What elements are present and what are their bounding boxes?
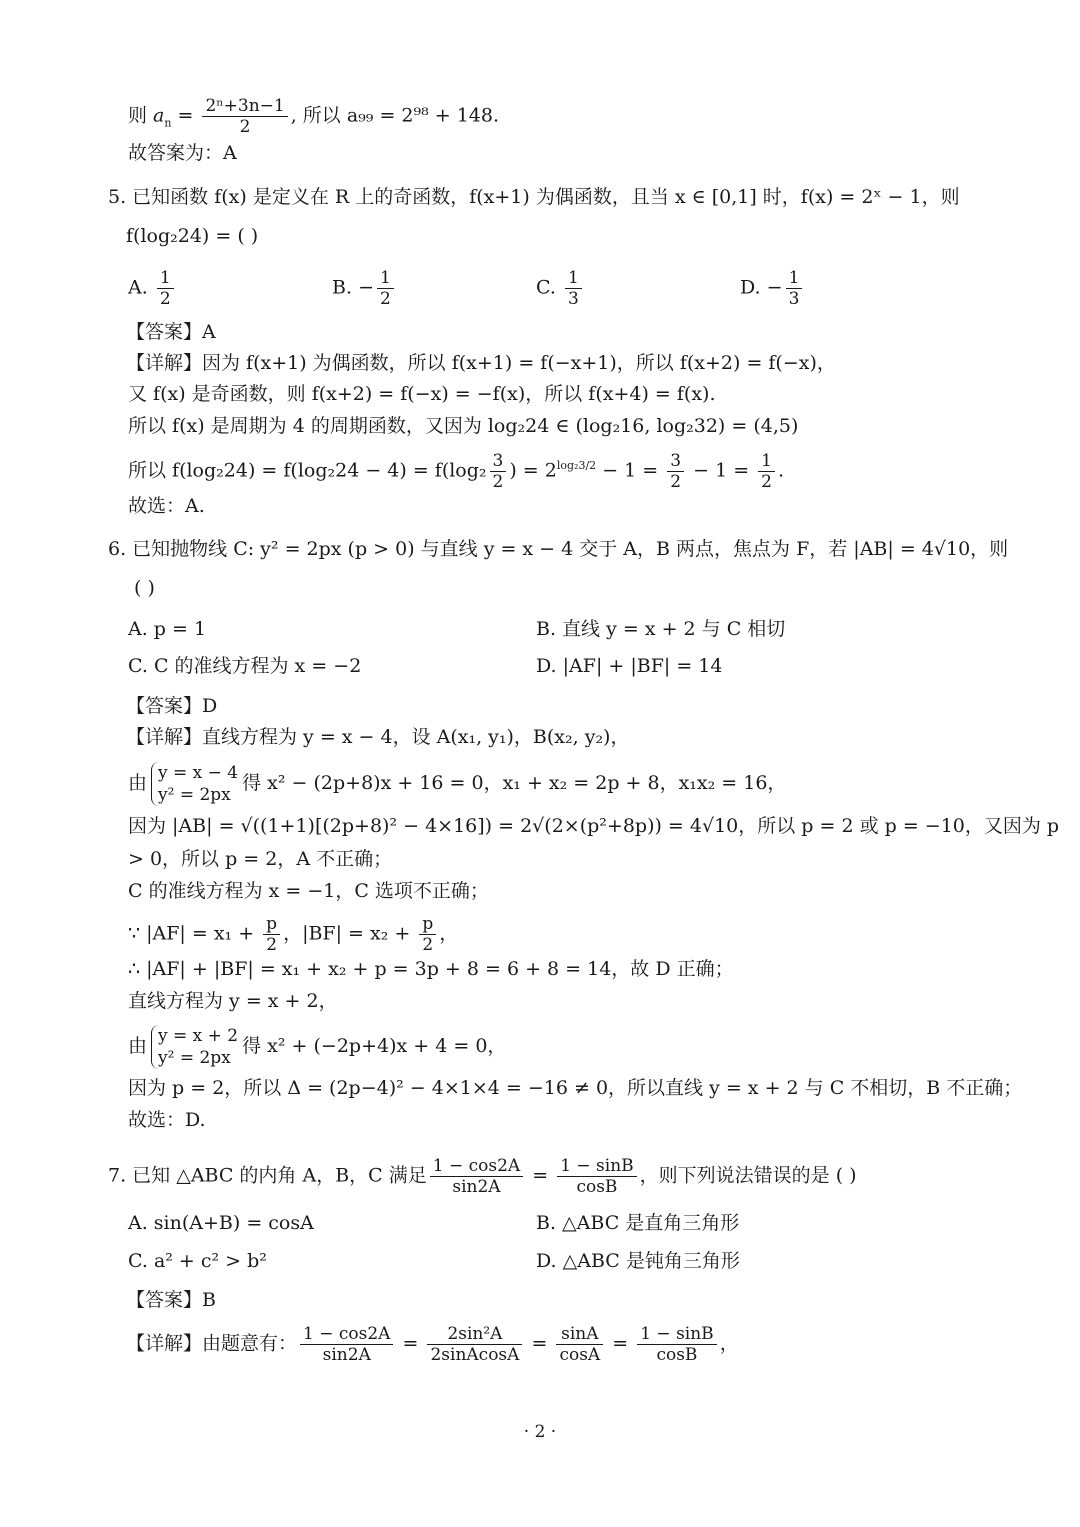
text: 得 x² + (−2p+4)x + 4 = 0， xyxy=(242,1035,507,1057)
q6-stem-line1: 6. 已知抛物线 C: y² = 2px (p > 0) 与直线 y = x − 4 交于 A，B 两点，焦点为 F，若 |AB| = 4√10，则 xyxy=(108,538,1009,560)
text: − 1 = xyxy=(596,459,665,482)
text: 所以 f(log₂24) = f(log₂24 − 4) = f(log₂ xyxy=(128,459,487,482)
text: 得 x² − (2p+8)x + 16 = 0，x₁ + x₂ = 2p + 8，x₁x₂ = 16， xyxy=(242,772,787,794)
q5-detail-line3: 所以 f(x) 是周期为 4 的周期函数，又因为 log₂24 ∈ (log₂16, log₂32) = (4,5) xyxy=(128,415,799,437)
text: ) = 2 xyxy=(509,459,557,482)
numerator: 1 xyxy=(157,268,174,289)
fraction xyxy=(430,1156,523,1197)
denominator: 2 xyxy=(492,472,504,492)
q6-detail-line2 xyxy=(128,762,786,806)
text: . xyxy=(778,459,785,482)
denominator: 2 xyxy=(379,289,391,309)
denominator: 2sinAcosA xyxy=(430,1345,520,1365)
denominator: sin2A xyxy=(322,1345,371,1365)
numerator: p xyxy=(263,914,280,935)
text: 【详解】由题意有： xyxy=(126,1332,298,1355)
fraction xyxy=(419,914,436,955)
q6-option-a: A. p = 1 xyxy=(128,618,207,640)
option-sign: − xyxy=(766,276,783,299)
denominator: cosB xyxy=(656,1345,698,1365)
equation-system xyxy=(151,1025,238,1069)
q7-stem xyxy=(108,1156,857,1197)
q6-stem-line2: ( ) xyxy=(134,577,155,599)
numerator: 1 xyxy=(565,268,582,289)
q5-detail-line4 xyxy=(128,451,784,492)
q5-stem-line2: f(log₂24) = ( ) xyxy=(126,225,259,247)
fraction xyxy=(758,451,775,492)
page-number: · 2 · xyxy=(523,1422,557,1442)
text: a xyxy=(153,104,165,127)
denominator: cosB xyxy=(576,1177,618,1197)
denominator: 2 xyxy=(266,935,278,955)
q6-detail-line3: 因为 |AB| = √((1+1)[(2p+8)² − 4×16]) = 2√(2×(p²+8p)) = 4√10，所以 p = 2 或 p = −10，又因为 p xyxy=(128,815,1060,837)
text: ∵ |AF| = x₁ + xyxy=(128,922,261,945)
text: n xyxy=(164,116,172,130)
fraction xyxy=(637,1324,716,1365)
text: 由 xyxy=(128,1035,148,1057)
q5-option-a xyxy=(128,268,177,309)
numerator: 1 xyxy=(786,268,803,289)
fraction xyxy=(427,1324,522,1365)
q5-option-b xyxy=(332,268,397,309)
q5-detail-line2: 又 f(x) 是奇函数，则 f(x+2) = f(−x) = −f(x)，所以 f(x+4) = f(x). xyxy=(128,383,716,405)
option-label: D. xyxy=(740,276,761,299)
fraction xyxy=(557,1156,636,1197)
denominator: 3 xyxy=(567,289,579,309)
fraction xyxy=(377,268,394,309)
denominator: 2 xyxy=(670,472,682,492)
equation: y² = 2px xyxy=(158,785,231,805)
denominator: 2 xyxy=(761,472,772,492)
q6-detail-line6 xyxy=(128,914,458,955)
fraction xyxy=(157,268,174,309)
q6-answer: 【答案】D xyxy=(126,695,218,717)
equation-system xyxy=(151,762,238,806)
denominator: 2 xyxy=(159,289,171,309)
text: ，则下列说法错误的是 ( ) xyxy=(639,1164,857,1187)
q7-option-d: D. △ABC 是钝角三角形 xyxy=(536,1250,740,1272)
denominator: cosA xyxy=(559,1345,601,1365)
q6-option-c: C. C 的准线方程为 x = −2 xyxy=(128,655,362,677)
prev-answer: 故答案为：A xyxy=(128,142,237,164)
fraction xyxy=(300,1324,393,1365)
text: = xyxy=(396,1332,425,1355)
q7-option-a: A. sin(A+B) = cosA xyxy=(128,1212,314,1234)
text: = xyxy=(606,1332,635,1355)
q5-option-d xyxy=(740,268,805,309)
text: = xyxy=(526,1164,555,1187)
numerator: 1 − sinB xyxy=(557,1156,636,1177)
numerator: 2ⁿ+3n−1 xyxy=(202,96,287,117)
q7-answer: 【答案】B xyxy=(126,1289,216,1311)
text: = xyxy=(171,104,200,127)
numerator: 1 xyxy=(758,451,775,472)
denominator: 2 xyxy=(239,117,251,137)
q6-detail-line10: 因为 p = 2，所以 Δ = (2p−4)² − 4×1×4 = −16 ≠ 0，所以直线 y = x + 2 与 C 不相切，B 不正确； xyxy=(128,1077,1023,1099)
fraction xyxy=(490,451,507,492)
q6-detail-line9 xyxy=(128,1025,506,1069)
exponent: log₂3/2 xyxy=(556,459,597,473)
q6-detail-line7: ∴ |AF| + |BF| = x₁ + x₂ + p = 3p + 8 = 6 + 8 = 14，故 D 正确； xyxy=(128,958,734,980)
fraction xyxy=(263,914,280,955)
numerator: 3 xyxy=(667,451,684,472)
option-label: A. xyxy=(128,276,148,299)
denominator: 2 xyxy=(422,935,434,955)
text: − 1 = xyxy=(687,459,756,482)
prev-formula-line xyxy=(128,96,499,137)
option-label: B. xyxy=(332,276,353,299)
denominator: 3 xyxy=(788,289,800,309)
numerator: 2sin²A xyxy=(427,1324,522,1345)
q5-selection: 故选：A. xyxy=(128,495,205,517)
numerator: 3 xyxy=(490,451,507,472)
numerator: 1 − cos2A xyxy=(300,1324,393,1345)
text: 7. 已知 △ABC 的内角 A，B，C 满足 xyxy=(108,1164,427,1187)
text: ， xyxy=(439,922,459,945)
q6-option-b: B. 直线 y = x + 2 与 C 相切 xyxy=(536,618,786,640)
numerator: 1 xyxy=(377,268,394,289)
fraction xyxy=(202,96,287,137)
q7-option-b: B. △ABC 是直角三角形 xyxy=(536,1212,740,1234)
equation: y² = 2px xyxy=(158,1048,231,1068)
denominator: sin2A xyxy=(452,1177,501,1197)
text: ， xyxy=(719,1332,739,1355)
equation: y = x + 2 xyxy=(158,1026,239,1046)
q6-detail-line8: 直线方程为 y = x + 2， xyxy=(128,990,338,1012)
q6-detail-line4: > 0，所以 p = 2，A 不正确； xyxy=(128,848,393,870)
q5-detail-line1: 【详解】因为 f(x+1) 为偶函数，所以 f(x+1) = f(−x+1)，所以 f(x+2) = f(−x)， xyxy=(126,352,836,374)
text: 由 xyxy=(128,772,148,794)
text: ，|BF| = x₂ + xyxy=(283,922,417,945)
q6-selection: 故选：D. xyxy=(128,1109,206,1131)
q5-answer: 【答案】A xyxy=(126,321,216,343)
fraction xyxy=(556,1324,603,1365)
q5-option-c xyxy=(536,268,585,309)
option-sign: − xyxy=(358,276,374,299)
option-label: C. xyxy=(536,276,556,299)
fraction xyxy=(565,268,582,309)
q7-detail-line1 xyxy=(126,1324,739,1365)
fraction xyxy=(786,268,803,309)
numerator: p xyxy=(419,914,436,935)
numerator: 1 − sinB xyxy=(637,1324,716,1345)
q6-detail-line5: C 的准线方程为 x = −1，C 选项不正确； xyxy=(128,880,489,902)
fraction xyxy=(667,451,684,492)
numerator: 1 − cos2A xyxy=(430,1156,523,1177)
text: , 所以 a₉₉ = 2⁹⁸ + 148. xyxy=(290,104,500,127)
text: 则 xyxy=(128,104,154,127)
q7-option-c: C. a² + c² > b² xyxy=(128,1250,267,1272)
equation: y = x − 4 xyxy=(158,763,239,783)
q6-option-d: D. |AF| + |BF| = 14 xyxy=(536,655,723,677)
q5-stem-line1: 5. 已知函数 f(x) 是定义在 R 上的奇函数，f(x+1) 为偶函数，且当 x ∈ [0,1] 时，f(x) = 2ˣ − 1，则 xyxy=(108,186,960,208)
numerator: sinA xyxy=(556,1324,603,1345)
q6-detail-line1: 【详解】直线方程为 y = x − 4，设 A(x₁, y₁)，B(x₂, y₂)， xyxy=(126,726,630,748)
text: = xyxy=(525,1332,554,1355)
